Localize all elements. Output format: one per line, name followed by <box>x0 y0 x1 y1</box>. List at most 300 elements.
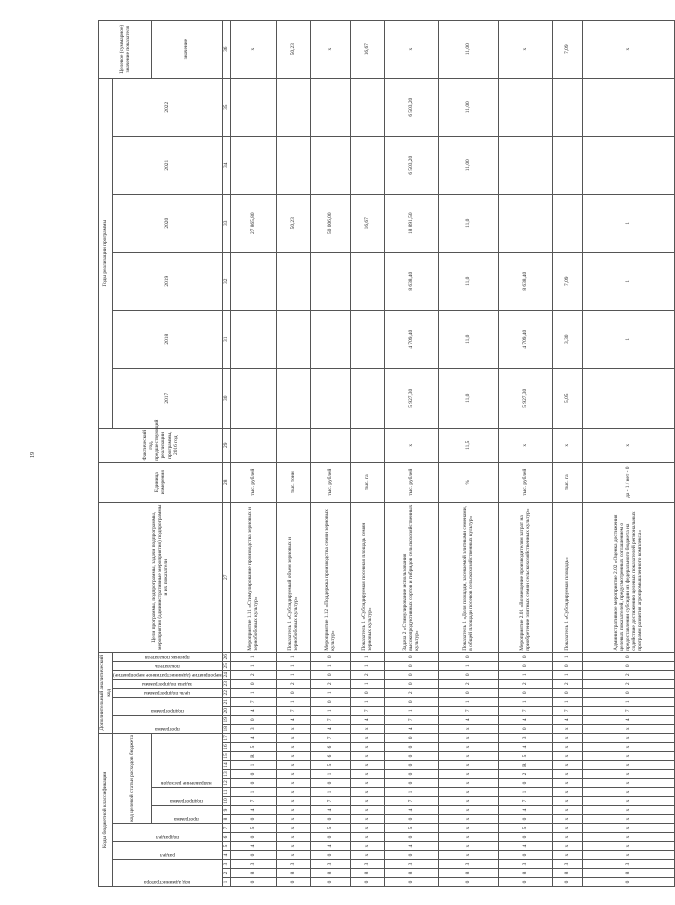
cell-name: Административное мероприятие 2.02 «Оценка достижения целевых показателей, предусмотренных соглашением о предоставлении субсидии из федерального бюджета на содействие достижению целевых показателей региональных программ развития агропромышленного комплекса» <box>582 502 674 652</box>
code-cell: 0 <box>384 833 438 842</box>
cell-y2020: 16,67 <box>350 194 384 252</box>
column-number: 25 <box>223 663 230 669</box>
column-number: 1 <box>222 878 230 887</box>
cell-name: Показатель 1 «Субсидируемая площадь» <box>552 502 582 652</box>
code-cell: 4 <box>310 724 350 733</box>
code-cell: 7 <box>310 715 350 724</box>
cell-name: Показатель 1 «Доля площади, засеваемой элитными семенами, в общей площади посевов сельскохозяйственных культур» <box>438 502 498 652</box>
code-cell: 4 <box>438 715 498 724</box>
cell-y2019: 8 638,40 <box>498 252 552 310</box>
cell-fact: х <box>582 428 674 462</box>
code-cell: x <box>582 851 674 860</box>
header-year-2019: 2019 <box>113 252 223 310</box>
column-number: 8 <box>222 815 230 824</box>
code-cell: 0 <box>384 851 438 860</box>
code-cell: 0 <box>498 724 552 733</box>
code-cell: x <box>552 797 582 806</box>
code-cell: 8 <box>310 869 350 878</box>
cell-y2021 <box>310 136 350 194</box>
code-cell: 4 <box>350 715 384 724</box>
code-cell: 0 <box>230 715 276 724</box>
header-an-event: мероприятие (административное мероприятие) <box>113 671 222 678</box>
code-cell: x <box>276 788 310 797</box>
code-cell: 1 <box>552 670 582 679</box>
code-cell: 0 <box>384 697 438 706</box>
code-cell: 0 <box>384 743 438 752</box>
header-years: Годы реализации программы <box>99 78 113 428</box>
code-cell: 0 <box>384 679 438 688</box>
cell-name: Задача 2 «Стимулирование использования высокопродуктивных сортов и гибридов сельскохозяйственных культур» <box>384 502 438 652</box>
cell-y2019 <box>276 252 310 310</box>
code-cell: x <box>582 815 674 824</box>
code-cell: x <box>582 797 674 806</box>
code-cell: 0 <box>498 878 552 887</box>
code-cell: R <box>230 752 276 761</box>
code-cell: x <box>438 806 498 815</box>
cell-fact: 11,5 <box>438 428 498 462</box>
code-cell: 0 <box>438 878 498 887</box>
column-number: 32 <box>222 252 230 310</box>
header-target-article: код целевой статьи расходов бюджета <box>113 733 152 823</box>
cell-fact: х <box>498 428 552 462</box>
column-number: 24 <box>223 672 230 678</box>
cell-y2021 <box>552 136 582 194</box>
cell-unit: тыс. рублей <box>384 462 438 502</box>
code-cell: x <box>552 833 582 842</box>
code-cell: 3 <box>498 860 552 869</box>
code-cell: 2 <box>438 679 498 688</box>
code-cell: x <box>438 733 498 742</box>
code-cell: 0 <box>498 688 552 697</box>
column-number: 26 <box>223 654 230 660</box>
column-number: 21 <box>223 699 230 705</box>
code-cell: 8 <box>276 869 310 878</box>
code-cell: 3 <box>582 860 674 869</box>
header-admin: код администратора <box>113 860 223 887</box>
code-cell: x <box>350 761 384 770</box>
cell-fact <box>276 428 310 462</box>
code-cell: 1 <box>438 661 498 670</box>
header-year-2018: 2018 <box>113 310 223 368</box>
column-number: 12 <box>223 780 230 786</box>
code-cell: 4 <box>310 806 350 815</box>
code-cell: 4 <box>498 715 552 724</box>
code-cell: 1 <box>438 697 498 706</box>
code-cell: 3 <box>230 860 276 869</box>
header-target-value: Целевое (суммарное) значение показателя <box>99 20 152 78</box>
code-cell: x <box>552 806 582 815</box>
code-cell: x <box>582 743 674 752</box>
cell-total: 16,67 <box>350 20 384 78</box>
cell-y2022: 11,00 <box>438 78 498 136</box>
cell-y2020: 11,0 <box>438 194 498 252</box>
code-cell: 8 <box>498 869 552 878</box>
cell-total: х <box>582 20 674 78</box>
code-cell: 0 <box>230 679 276 688</box>
cell-y2021 <box>582 136 674 194</box>
code-cell: 5 <box>310 824 350 833</box>
column-numbers-row <box>222 20 230 886</box>
cell-y2019: 1 <box>582 252 674 310</box>
code-cell: x <box>438 824 498 833</box>
column-number: 16 <box>223 744 230 750</box>
code-cell: 8 <box>438 869 498 878</box>
code-cell: 0 <box>350 688 384 697</box>
code-cell: 7 <box>498 706 552 715</box>
code-cell: x <box>276 806 310 815</box>
code-cell: 8 <box>384 869 438 878</box>
column-number: 6 <box>222 833 230 842</box>
header-subsection: подраздел <box>113 824 223 842</box>
code-cell: 4 <box>498 743 552 752</box>
code-cell: 0 <box>384 815 438 824</box>
code-cell: 0 <box>230 815 276 824</box>
cell-name: Мероприятие 1.11 «Стимулирование производства зерновых и зернобобовых культур» <box>230 502 276 652</box>
cell-y2019: 7,09 <box>552 252 582 310</box>
code-cell: 8 <box>582 869 674 878</box>
cell-y2018: 4 709,40 <box>498 310 552 368</box>
cell-y2021: 11,00 <box>438 136 498 194</box>
code-cell: 0 <box>498 779 552 788</box>
cell-total: 7,09 <box>552 20 582 78</box>
cell-y2022 <box>350 78 384 136</box>
cell-unit: да - 1 / нет - 0 <box>582 462 674 502</box>
code-cell: 7 <box>438 706 498 715</box>
code-cell: 4 <box>384 724 438 733</box>
code-cell: 1 <box>276 697 310 706</box>
code-cell: 7 <box>230 797 276 806</box>
code-cell: 3 <box>384 860 438 869</box>
code-cell: 5 <box>230 743 276 752</box>
cell-y2017 <box>230 368 276 428</box>
code-cell: x <box>350 842 384 851</box>
column-number: 9 <box>222 806 230 815</box>
code-cell: 0 <box>384 779 438 788</box>
code-cell: x <box>438 851 498 860</box>
code-cell: x <box>438 770 498 779</box>
cell-y2017: 5 927,30 <box>384 368 438 428</box>
code-cell: 1 <box>384 706 438 715</box>
code-cell: x <box>276 761 310 770</box>
cell-y2017: 5 927,30 <box>498 368 552 428</box>
code-cell: 1 <box>230 688 276 697</box>
code-cell: x <box>350 851 384 860</box>
cell-y2019: 11,0 <box>438 252 498 310</box>
cell-y2020: 27 865,80 <box>230 194 276 252</box>
code-cell: x <box>350 770 384 779</box>
code-cell: 0 <box>310 833 350 842</box>
code-cell: x <box>350 733 384 742</box>
code-cell: 1 <box>230 652 276 661</box>
code-cell: 1 <box>498 670 552 679</box>
cell-y2018 <box>276 310 310 368</box>
code-cell: 0 <box>438 688 498 697</box>
column-number: 2 <box>222 869 230 878</box>
cell-y2020 <box>552 194 582 252</box>
code-cell: 1 <box>350 697 384 706</box>
header-budget-codes: Коды бюджетной классификации <box>99 733 113 886</box>
code-cell: 7 <box>498 797 552 806</box>
code-cell: 0 <box>276 688 310 697</box>
header-section: раздел <box>113 842 223 860</box>
header-year-2021: 2021 <box>113 136 223 194</box>
code-cell: x <box>552 779 582 788</box>
code-cell: x <box>552 815 582 824</box>
column-number: 13 <box>223 771 230 777</box>
table-row <box>498 20 552 886</box>
code-cell: 5 <box>498 824 552 833</box>
cell-name: Показатель 1 «Субсидируемая посевная площадь семян зерновых культур» <box>350 502 384 652</box>
code-cell: 0 <box>310 670 350 679</box>
cell-y2017 <box>582 368 674 428</box>
header-year-2020: 2020 <box>113 194 223 252</box>
program-table <box>98 20 675 887</box>
code-cell: 4 <box>276 715 310 724</box>
code-cell: x <box>276 724 310 733</box>
code-cell: 4 <box>384 842 438 851</box>
cell-y2022 <box>276 78 310 136</box>
column-number: 7 <box>222 824 230 833</box>
code-cell: x <box>350 815 384 824</box>
code-cell: 7 <box>230 697 276 706</box>
code-cell: 0 <box>438 670 498 679</box>
column-number: 5 <box>222 842 230 851</box>
code-cell: x <box>350 724 384 733</box>
code-cell: 4 <box>582 715 674 724</box>
cell-y2018: 1 <box>582 310 674 368</box>
code-cell: 8 <box>230 869 276 878</box>
cell-total: х <box>384 20 438 78</box>
column-number: 20 <box>223 708 230 714</box>
code-cell: 1 <box>230 661 276 670</box>
cell-y2017 <box>276 368 310 428</box>
code-cell: 1 <box>276 661 310 670</box>
header-an-subprogram: подпрограмма <box>113 697 223 715</box>
code-cell: 2 <box>498 770 552 779</box>
code-cell: x <box>552 733 582 742</box>
header-year-2017: 2017 <box>113 368 223 428</box>
code-cell: 4 <box>384 806 438 815</box>
code-cell: 6 <box>310 752 350 761</box>
code-cell: 1 <box>552 697 582 706</box>
code-cell: x <box>438 779 498 788</box>
code-cell: 2 <box>384 688 438 697</box>
code-cell: 3 <box>230 724 276 733</box>
code-cell: x <box>276 851 310 860</box>
code-cell: x <box>552 851 582 860</box>
cell-y2018: 4 709,40 <box>384 310 438 368</box>
page-number: 19 <box>30 452 36 458</box>
code-cell: 0 <box>230 833 276 842</box>
cell-name: Мероприятие 1.12 «Поддержка производства семян зерновых культур» <box>310 502 350 652</box>
cell-unit: тыс. рублей <box>310 462 350 502</box>
code-cell: 2 <box>552 679 582 688</box>
code-cell: 3 <box>438 860 498 869</box>
code-cell: x <box>350 806 384 815</box>
header-year-2022: 2022 <box>113 78 223 136</box>
code-cell: 1 <box>384 788 438 797</box>
column-number: 27 <box>222 502 230 652</box>
table-row <box>276 20 310 886</box>
cell-y2022 <box>552 78 582 136</box>
cell-y2018 <box>230 310 276 368</box>
code-cell: 7 <box>350 706 384 715</box>
cell-y2018: 3,30 <box>552 310 582 368</box>
cell-total: 50,23 <box>276 20 310 78</box>
code-cell: 0 <box>310 815 350 824</box>
code-cell: 4 <box>310 842 350 851</box>
code-cell: x <box>276 733 310 742</box>
code-cell: 4 <box>230 842 276 851</box>
code-cell: x <box>552 743 582 752</box>
code-cell: 0 <box>582 878 674 887</box>
table-row <box>310 20 350 886</box>
code-cell: 4 <box>498 842 552 851</box>
cell-y2017 <box>310 368 350 428</box>
cell-total: х <box>310 20 350 78</box>
cell-total: 11,00 <box>438 20 498 78</box>
code-cell: 1 <box>350 679 384 688</box>
code-cell: x <box>552 761 582 770</box>
code-cell: x <box>582 770 674 779</box>
code-cell: x <box>276 779 310 788</box>
code-cell: x <box>276 752 310 761</box>
column-number: 11 <box>223 789 230 795</box>
code-cell: x <box>582 833 674 842</box>
code-cell: 0 <box>310 652 350 661</box>
code-cell: 0 <box>552 661 582 670</box>
code-cell: 0 <box>384 770 438 779</box>
code-cell: x <box>276 797 310 806</box>
code-cell: 1 <box>276 652 310 661</box>
code-cell: 0 <box>498 851 552 860</box>
code-cell: x <box>438 797 498 806</box>
code-cell: x <box>438 761 498 770</box>
cell-y2020: 50 006,00 <box>310 194 350 252</box>
code-cell: x <box>582 824 674 833</box>
code-cell: x <box>438 752 498 761</box>
code-cell: 0 <box>498 815 552 824</box>
header-target-value-sub: значение <box>151 20 222 78</box>
column-number: 15 <box>223 753 230 759</box>
cell-y2022 <box>230 78 276 136</box>
code-cell: 1 <box>230 788 276 797</box>
code-cell: x <box>582 806 674 815</box>
cell-unit: тыс. рублей <box>498 462 552 502</box>
code-cell: 0 <box>384 761 438 770</box>
code-cell: x <box>438 724 498 733</box>
cell-y2018: 11,0 <box>438 310 498 368</box>
code-cell: 3 <box>498 733 552 742</box>
code-cell: x <box>552 842 582 851</box>
code-cell: 2 <box>582 670 674 679</box>
column-number: 19 <box>223 717 230 723</box>
code-cell: 7 <box>582 706 674 715</box>
cell-unit: тыс. га <box>552 462 582 502</box>
code-cell: 2 <box>350 670 384 679</box>
code-cell: x <box>582 733 674 742</box>
code-cell: 1 <box>350 661 384 670</box>
cell-y2017 <box>350 368 384 428</box>
column-number: 34 <box>222 136 230 194</box>
header-fact-year: Фактический год, предшествующий реализации программы, 2016 год <box>99 428 223 462</box>
table-row <box>552 20 582 886</box>
cell-y2022 <box>582 78 674 136</box>
code-cell: 7 <box>310 797 350 806</box>
code-cell: x <box>350 797 384 806</box>
code-cell: 0 <box>276 878 310 887</box>
cell-unit: тыс. рублей <box>230 462 276 502</box>
code-cell: 0 <box>498 652 552 661</box>
cell-y2020 <box>498 194 552 252</box>
column-number: 23 <box>223 681 230 687</box>
column-number: 22 <box>223 690 230 696</box>
header-an-indicator: показатель <box>113 661 223 670</box>
code-cell: x <box>276 770 310 779</box>
code-cell: 2 <box>582 679 674 688</box>
cell-y2019 <box>230 252 276 310</box>
column-number: 29 <box>222 428 230 462</box>
table-row <box>230 20 276 886</box>
code-cell: 1 <box>350 652 384 661</box>
column-number: 30 <box>222 368 230 428</box>
code-cell: x <box>552 788 582 797</box>
cell-y2021 <box>498 136 552 194</box>
code-cell: x <box>350 833 384 842</box>
cell-y2020: 18 891,50 <box>384 194 438 252</box>
code-cell: 1 <box>498 788 552 797</box>
cell-y2017: 11,0 <box>438 368 498 428</box>
code-cell: 0 <box>310 697 350 706</box>
code-cell: x <box>350 779 384 788</box>
code-cell: 2 <box>498 679 552 688</box>
code-cell: x <box>350 824 384 833</box>
column-number: 17 <box>223 735 230 741</box>
code-cell: x <box>438 842 498 851</box>
table-row <box>582 20 674 886</box>
cell-y2018 <box>310 310 350 368</box>
code-cell: 0 <box>498 833 552 842</box>
code-cell: 0 <box>310 878 350 887</box>
cell-y2022 <box>498 78 552 136</box>
cell-y2019: 8 638,40 <box>384 252 438 310</box>
code-cell: x <box>552 752 582 761</box>
code-cell: 1 <box>310 788 350 797</box>
code-cell: 3 <box>350 860 384 869</box>
code-cell: 0 <box>552 688 582 697</box>
code-cell: 0 <box>438 652 498 661</box>
cell-fact <box>350 428 384 462</box>
code-cell: 1 <box>310 688 350 697</box>
code-cell: 8 <box>350 869 384 878</box>
code-cell: 2 <box>276 679 310 688</box>
cell-fact <box>230 428 276 462</box>
code-cell: x <box>438 815 498 824</box>
code-cell: 0 <box>582 661 674 670</box>
cell-fact: х <box>384 428 438 462</box>
cell-unit: % <box>438 462 498 502</box>
header-unit: Единица измерения <box>99 462 223 502</box>
code-cell: 5 <box>384 824 438 833</box>
table-row <box>384 20 438 886</box>
code-cell: 0 <box>384 670 438 679</box>
code-cell: x <box>438 833 498 842</box>
code-cell: 2 <box>310 679 350 688</box>
code-cell: 7 <box>384 797 438 806</box>
code-cell: 0 <box>230 878 276 887</box>
header-program: программа <box>151 806 222 824</box>
code-cell: 5 <box>498 752 552 761</box>
